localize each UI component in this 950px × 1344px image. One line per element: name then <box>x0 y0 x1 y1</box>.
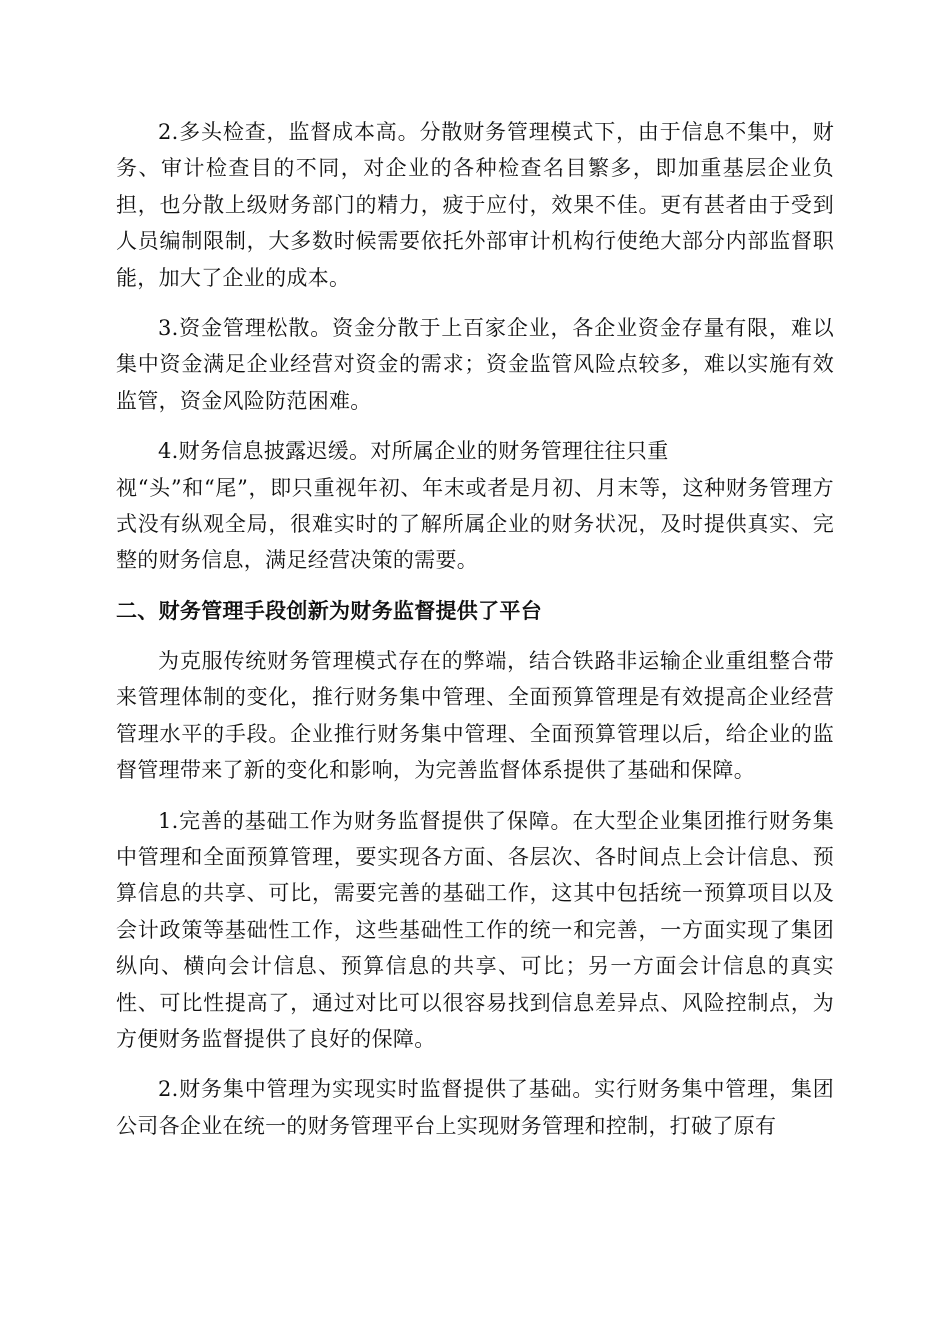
paragraph-centralized-management: 2.财务集中管理为实现实时监督提供了基础。实行财务集中管理，集团公司各企业在统一的财务管理平台上实现财务管理和控制，打破了原有 <box>116 1077 834 1138</box>
section-heading: 二、财务管理手段创新为财务监督提供了平台 <box>116 598 542 623</box>
paragraph-fund-management: 3.资金管理松散。资金分散于上百家企业，各企业资金存量有限，难以集中资金满足企业经营对资金的需求；资金监管风险点较多，难以实施有效监管，资金风险防范困难。 <box>116 316 834 413</box>
paragraph-info-disclosure-rest: 视“头”和“尾”，即只重视年初、年末或者是月初、月末等，这种财务管理方式没有纵观全局，很难实时的了解所属企业的财务状况，及时提供真实、完整的财务信息，满足经营决策的需要。 <box>116 475 834 573</box>
paragraph-basic-work: 1.完善的基础工作为财务监督提供了保障。在大型企业集团推行财务集中管理和全面预算管理，要实现各方面、各层次、各时间点上会计信息、预算信息的共享、可比，需要完善的基础工作，这其中包括统一预算项目以及会计政策等基础性工作，这些基础性工作的统一和完善，一方面实现了集团纵向、横向会计信息、预算信息的共享、可比；另一方面会计信息的真实性、可比性提高了，通过对比可以很容易找到信息差异点、风险控制点，为方便财务监督提供了良好的保障。 <box>116 808 834 1051</box>
paragraph-multiple-inspections: 2.多头检查，监督成本高。分散财务管理模式下，由于信息不集中，财务、审计检查目的不同，对企业的各种检查名目繁多，即加重基层企业负担，也分散上级财务部门的精力，疲于应付，效果不佳。更有甚者由于受到人员编制限制，大多数时候需要依托外部审计机构行使绝大部分内部监督职能，加大了企业的成本。 <box>116 120 834 290</box>
paragraph-info-disclosure-line1: 4.财务信息披露迟缓。对所属企业的财务管理往往只重 <box>158 439 669 464</box>
paragraph-info-disclosure <box>116 433 834 579</box>
paragraph-overcome-drawbacks: 为克服传统财务管理模式存在的弊端，结合铁路非运输企业重组整合带来管理体制的变化，推行财务集中管理、全面预算管理是有效提高企业经营管理水平的手段。企业推行财务集中管理、全面预算管理以后，给企业的监督管理带来了新的变化和影响，为完善监督体系提供了基础和保障。 <box>116 648 834 783</box>
document-page <box>116 114 834 1158</box>
